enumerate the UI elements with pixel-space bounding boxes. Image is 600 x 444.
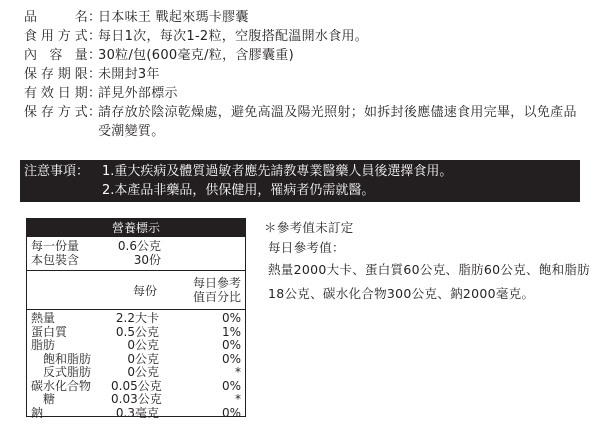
warning-banner <box>20 160 580 202</box>
nutrient-percent: 0% <box>221 378 241 393</box>
info-row-storage <box>24 103 584 141</box>
reference-heading: 每日參考值： <box>268 240 345 255</box>
nutrient-percent: * <box>235 365 241 379</box>
nutrient-percent: 0% <box>221 311 241 325</box>
nutrition-title: 營養標示 <box>27 219 245 237</box>
serving-size-value: 0.6公克 <box>117 239 161 253</box>
nutrition-row <box>31 326 241 340</box>
reference-footnote: ＊參考值未訂定 <box>264 220 354 235</box>
nutrition-facts-table <box>26 218 246 420</box>
info-separator: ： <box>88 105 102 120</box>
product-info <box>24 8 584 141</box>
info-value: 每日1次，每次1-2粒，空腹搭配溫開水食用。 <box>98 29 369 44</box>
col-daily-line1: 每日參考 <box>192 276 241 290</box>
info-value: 詳見外部標示 <box>98 86 178 101</box>
daily-reference-note <box>264 218 594 306</box>
info-value: 請存放於陰涼乾燥處，避免高溫及陽光照射；如拆封後應儘速食用完畢，以免產品受潮變質。 <box>98 105 577 139</box>
nutrient-amount: 0.5公克 <box>115 324 159 339</box>
nutrient-amount: 0.3毫克 <box>115 405 159 420</box>
info-separator: ： <box>88 48 102 63</box>
info-label: 保存期限 <box>24 67 88 82</box>
col-per-serving: 每份 <box>132 283 157 298</box>
info-label: 有效日期 <box>24 86 88 101</box>
nutrition-row <box>31 366 241 380</box>
info-label: 食用方式 <box>24 29 88 44</box>
nutrient-amount: 0公克 <box>127 351 159 366</box>
info-row-content <box>24 46 584 65</box>
nutrient-name: 脂肪 <box>31 338 56 352</box>
servings-label: 本包裝含 <box>31 253 80 267</box>
col-daily-value <box>157 276 241 304</box>
info-separator: ： <box>88 10 102 25</box>
nutrition-row <box>31 407 241 421</box>
nutrient-percent: 0% <box>221 338 241 352</box>
nutrient-name: 熱量 <box>31 311 56 325</box>
nutrient-name: 飽和脂肪 <box>43 351 92 366</box>
info-row-usage <box>24 27 584 46</box>
info-row-name <box>24 8 584 27</box>
nutrient-name: 反式脂肪 <box>43 365 92 379</box>
nutrition-rows <box>27 310 245 420</box>
nutrition-row <box>31 380 241 394</box>
nutrition-serving <box>27 237 245 267</box>
nutrient-amount: 0公克 <box>127 338 159 352</box>
serving-size-label: 每一份量 <box>31 239 80 253</box>
info-separator: ： <box>88 86 102 101</box>
warning-line: 2.本產品非藥品，供保健用，罹病者仍需就醫。 <box>102 183 375 198</box>
servings-row <box>31 253 241 267</box>
reference-body: 熱量2000大卡、蛋白質60公克、脂肪60公克、飽和脂肪18公克、碳水化合物300公克、鈉2000毫克。 <box>268 262 591 301</box>
nutrient-percent: 1% <box>221 324 241 339</box>
nutrient-name: 碳水化合物 <box>31 378 92 393</box>
nutrient-name: 蛋白質 <box>31 324 68 339</box>
nutrition-row <box>31 312 241 326</box>
warning-lines <box>102 162 576 200</box>
info-label: 品 名 <box>24 10 88 25</box>
nutrient-percent: 0% <box>221 351 241 366</box>
nutrition-row <box>31 339 241 353</box>
nutrition-row <box>31 353 241 367</box>
info-value: 30粒/包(600毫克/粒，含膠囊重) <box>98 48 294 63</box>
info-value: 未開封3年 <box>98 67 160 82</box>
servings-value: 30份 <box>133 253 161 267</box>
info-row-shelf-life <box>24 65 584 84</box>
serving-size-row <box>31 239 241 253</box>
nutrient-amount: 0.05公克 <box>111 378 162 393</box>
nutrient-name: 鈉 <box>31 405 44 420</box>
info-separator: ： <box>88 29 102 44</box>
info-row-expiry <box>24 84 584 103</box>
nutrition-row <box>31 393 241 407</box>
nutrient-percent: 0% <box>221 405 241 420</box>
info-separator: ： <box>88 67 102 82</box>
nutrition-header <box>27 271 245 309</box>
nutrient-percent: * <box>235 392 241 406</box>
info-label: 內 容 量 <box>24 48 88 63</box>
warning-line: 1.重大疾病及體質過敏者應先請教專業醫藥人員後選擇食用。 <box>102 164 453 179</box>
info-label: 保存方式 <box>24 105 88 120</box>
nutrient-amount: 0公克 <box>127 365 159 379</box>
nutrient-name: 糖 <box>43 392 56 406</box>
nutrient-amount: 0.03公克 <box>111 392 162 406</box>
info-value: 日本味王 戰起來瑪卡膠囊 <box>98 10 249 25</box>
warning-label: 注意事項： <box>24 164 90 179</box>
nutrient-amount: 2.2大卡 <box>115 311 159 325</box>
col-daily-line2: 值百分比 <box>192 290 241 304</box>
